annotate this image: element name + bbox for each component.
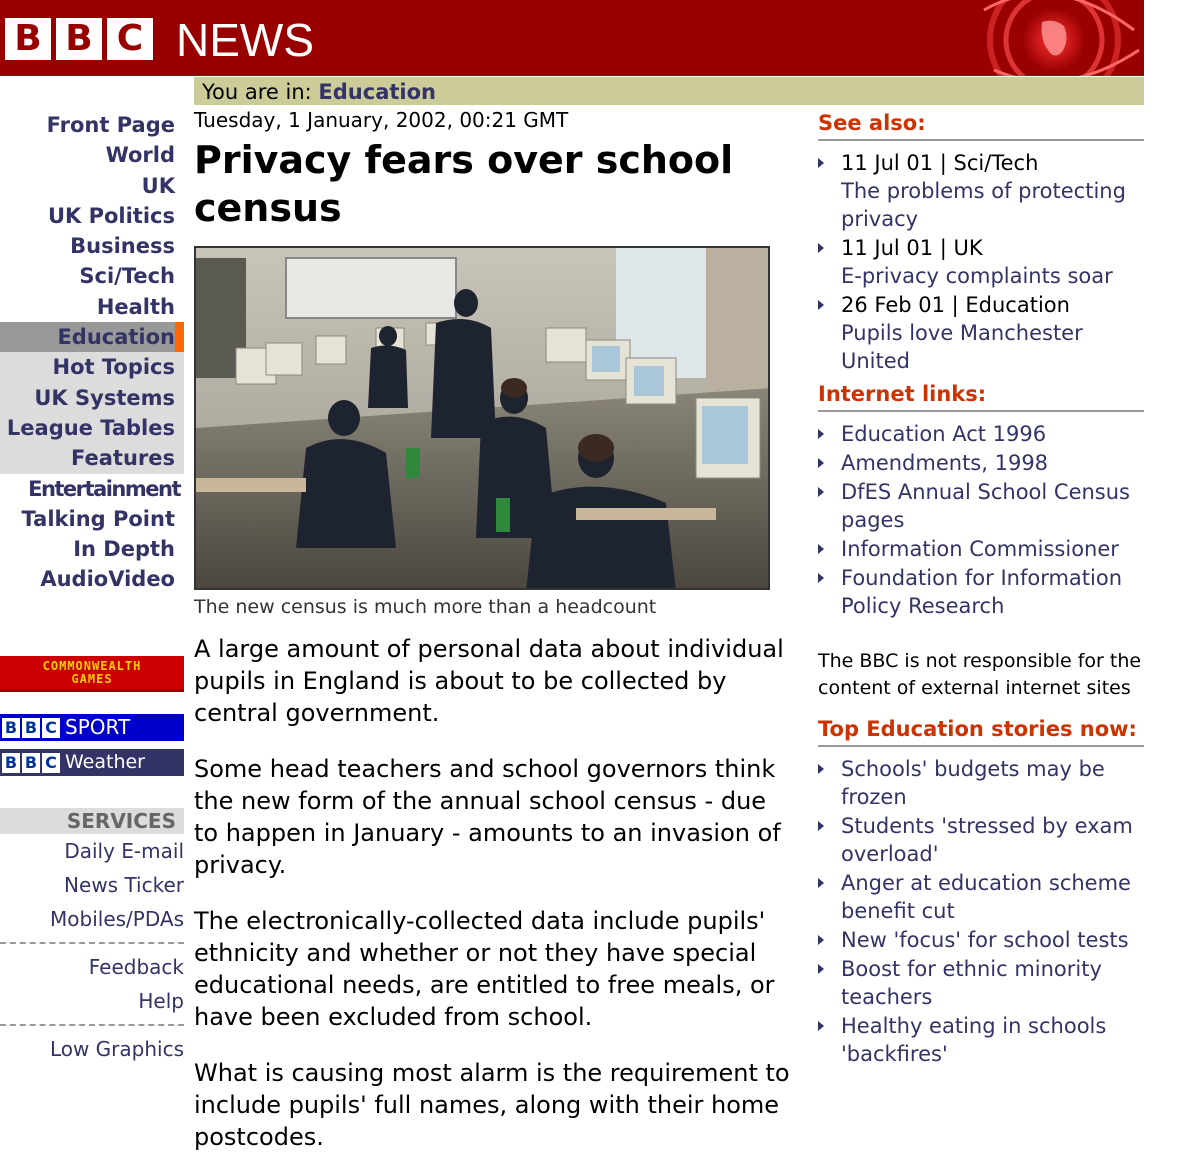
see-also-meta: 11 Jul 01 | Sci/Tech [841,151,1039,175]
internet-link[interactable]: Foundation for Information Policy Research [841,566,1123,618]
breadcrumb-prefix: You are in: [202,80,312,104]
nav-uk-systems[interactable]: UK Systems [0,383,184,413]
top-story-item[interactable] [818,926,1144,954]
dashed-divider [0,1024,184,1026]
nav-talking-point[interactable]: Talking Point [21,506,175,531]
top-story-item[interactable] [818,755,1144,811]
top-story-link[interactable]: Schools' budgets may be frozen [841,757,1105,809]
news-ticker-link[interactable]: News Ticker [64,873,184,897]
nav-league-tables[interactable]: League Tables [0,413,184,443]
top-story-link[interactable]: New 'focus' for school tests [841,928,1129,952]
top-story-link[interactable]: Boost for ethnic minority teachers [841,957,1102,1009]
photo-caption: The new census is much more than a headcount [194,596,657,618]
top-story-link[interactable]: Anger at education scheme benefit cut [841,871,1131,923]
nav-audio-video[interactable]: AudioVideo [40,567,175,592]
section-divider [818,139,1144,141]
mini-bbc-block: B [22,753,40,773]
nav-sci-tech[interactable]: Sci/Tech [79,264,175,289]
see-also-link[interactable]: Pupils love Manchester United [841,321,1083,373]
commonwealth-line2: GAMES [71,672,113,686]
mobiles-pdas-link[interactable]: Mobiles/PDAs [50,907,184,931]
bbc-sport-promo[interactable] [0,714,184,741]
right-column [818,110,1144,1069]
bbc-logo-block: C [107,18,153,60]
top-story-link[interactable]: Students 'stressed by exam overload' [841,814,1133,866]
daily-email-link[interactable]: Daily E-mail [64,839,184,863]
see-also-list [818,149,1144,375]
breadcrumb-section-link[interactable]: Education [318,80,436,104]
section-divider [818,745,1144,747]
bbc-logo-block: B [56,18,102,60]
internet-link[interactable]: DfES Annual School Census pages [841,480,1130,532]
top-story-link[interactable]: Healthy eating in schools 'backfires' [841,1014,1107,1066]
bbc-weather-promo[interactable] [0,749,184,776]
article-body [194,633,794,1167]
internet-link[interactable]: Amendments, 1998 [841,451,1049,475]
article-paragraph: Some head teachers and school governors think the new form of the annual school census - due to happen in January - amounts to an invasion of privacy. [194,755,781,879]
see-also-item[interactable] [818,149,1144,233]
top-story-item[interactable] [818,869,1144,925]
top-stories-title: Top Education stories now: [818,717,1137,741]
nav-uk-politics[interactable]: UK Politics [47,203,175,228]
internet-link-item[interactable] [818,420,1144,448]
article-paragraph: A large amount of personal data about individual pupils in England is about to be collected by central government. [194,635,784,727]
top-story-item[interactable] [818,1012,1144,1068]
commonwealth-games-promo[interactable] [0,656,184,692]
internet-link-item[interactable] [818,449,1144,477]
nav-in-depth[interactable]: In Depth [73,537,175,562]
services-panel [0,808,184,1066]
article-dateline: Tuesday, 1 January, 2002, 00:21 GMT [194,108,569,132]
weather-word: Weather [65,751,145,773]
nav-front-page[interactable]: Front Page [46,113,175,137]
nav-world[interactable]: World [105,143,175,168]
internet-links-title: Internet links: [818,382,987,406]
see-also-item[interactable] [818,291,1144,375]
internet-links-list [818,420,1144,620]
classroom-photo-icon [196,248,770,590]
article-paragraph: What is causing most alarm is the requirement to include pupils' full names, along with their home postcodes. [194,1059,790,1151]
nav-business[interactable]: Business [70,234,175,259]
services-heading: SERVICES [0,808,184,834]
see-also-meta: 26 Feb 01 | Education [841,293,1070,317]
dashed-divider [0,942,184,944]
article-headline: Privacy fears over school census [194,138,734,230]
article-photo [194,246,770,590]
internet-link-item[interactable] [818,535,1144,563]
external-links-disclaimer: The BBC is not responsible for the content of external internet sites [818,650,1142,699]
mini-bbc-block: C [42,753,60,773]
internet-link-item[interactable] [818,564,1144,620]
low-graphics-link[interactable]: Low Graphics [49,1037,184,1061]
feedback-link[interactable]: Feedback [88,955,184,979]
top-story-item[interactable] [818,812,1144,868]
mini-bbc-block: B [22,718,40,738]
nav-entertainment[interactable]: Entertainment [28,476,180,501]
section-divider [818,410,1144,412]
mini-bbc-block: B [2,753,20,773]
mini-bbc-block: B [2,718,20,738]
see-also-item[interactable] [818,234,1144,290]
top-story-item[interactable] [818,955,1144,1011]
nav-features[interactable]: Features [0,443,184,473]
globe-icon [924,0,1144,76]
left-nav [0,110,184,595]
news-wordmark[interactable]: NEWS [176,14,314,66]
nav-education[interactable]: Education [0,322,184,352]
nav-health[interactable]: Health [96,294,175,319]
mini-bbc-block: C [42,718,60,738]
top-stories-list [818,755,1144,1068]
see-also-link[interactable]: The problems of protecting privacy [841,179,1126,231]
internet-link[interactable]: Education Act 1996 [841,422,1047,446]
internet-link[interactable]: Information Commissioner [841,537,1119,561]
bbc-logo[interactable] [5,18,153,60]
sport-word: SPORT [65,715,131,739]
masthead [0,0,1144,76]
see-also-link[interactable]: E-privacy complaints soar [841,264,1113,288]
article [194,106,794,1151]
article-paragraph: The electronically-collected data include pupils' ethnicity and whether or not they have special educational needs, are entitled to free meals, or have been excluded from school. [194,907,775,1031]
internet-link-item[interactable] [818,478,1144,534]
see-also-title: See also: [818,111,926,135]
nav-hot-topics[interactable]: Hot Topics [0,352,184,382]
bbc-logo-block: B [5,18,51,60]
breadcrumb [194,77,1144,105]
nav-uk[interactable]: UK [141,173,175,198]
see-also-meta: 11 Jul 01 | UK [841,236,983,260]
help-link[interactable]: Help [138,989,184,1013]
commonwealth-line1: COMMONWEALTH [42,659,142,673]
